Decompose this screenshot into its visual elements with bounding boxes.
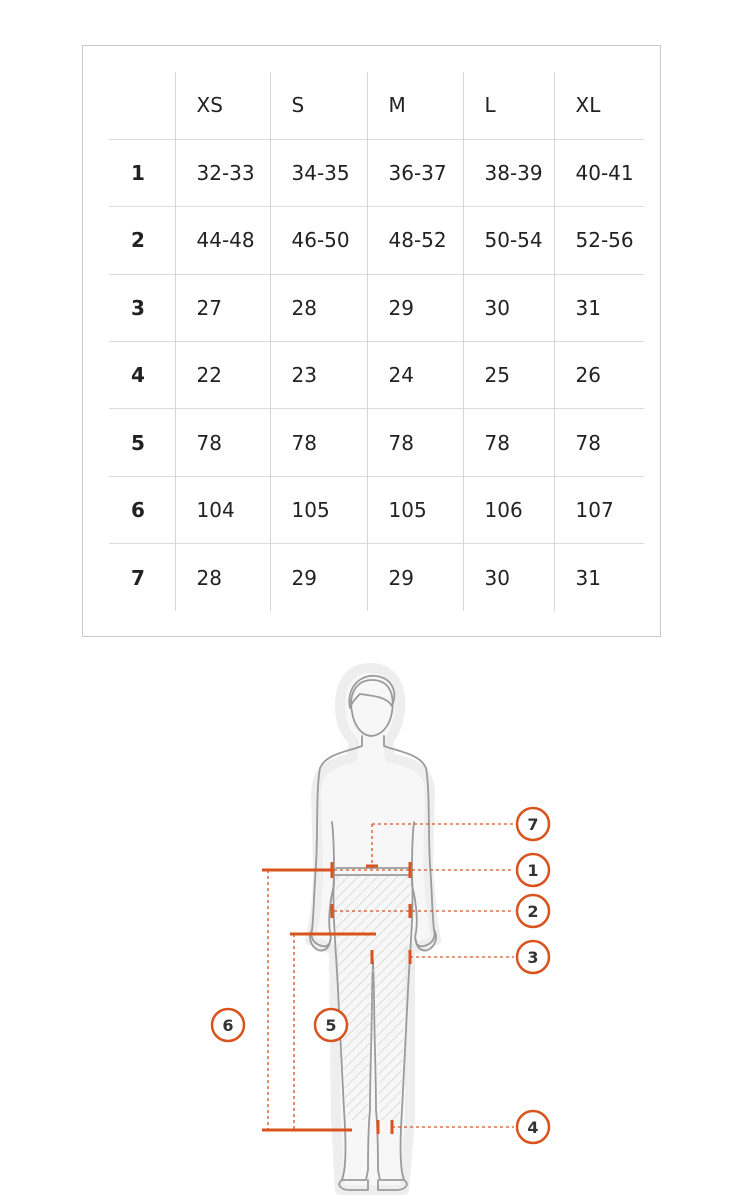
marker-label: 3 [527, 948, 539, 967]
table-cell: 28 [175, 544, 270, 611]
table-cell: 106 [463, 476, 554, 543]
table-cell: 78 [463, 409, 554, 476]
marker-4 [517, 1111, 549, 1143]
table-cell: 104 [175, 476, 270, 543]
size-header: S [270, 72, 367, 139]
measurement-number: 3 [109, 274, 175, 341]
table-cell: 78 [367, 409, 463, 476]
measurement-number: 7 [109, 544, 175, 611]
marker-label: 4 [527, 1118, 539, 1137]
measurement-number: 4 [109, 342, 175, 409]
table-row [109, 342, 644, 409]
table-cell: 105 [367, 476, 463, 543]
table-cell: 78 [554, 409, 644, 476]
measurement-number: 5 [109, 409, 175, 476]
table-cell: 26 [554, 342, 644, 409]
table-cell: 31 [554, 274, 644, 341]
marker-label: 7 [527, 815, 539, 834]
table-cell: 28 [270, 274, 367, 341]
table-cell: 30 [463, 274, 554, 341]
table-cell: 44-48 [175, 207, 270, 274]
table-cell: 105 [270, 476, 367, 543]
table-cell: 36-37 [367, 139, 463, 206]
body-measurement-illustration [0, 650, 743, 1200]
table-row [109, 409, 644, 476]
measurement-number: 6 [109, 476, 175, 543]
table-cell: 46-50 [270, 207, 367, 274]
marker-6 [212, 1009, 244, 1041]
table-cell: 29 [367, 274, 463, 341]
table-cell: 29 [270, 544, 367, 611]
table-cell: 23 [270, 342, 367, 409]
marker-label: 1 [527, 861, 539, 880]
marker-label: 6 [222, 1016, 234, 1035]
table-row [109, 544, 644, 611]
table-cell: 32-33 [175, 139, 270, 206]
table-cell: 107 [554, 476, 644, 543]
table-cell: 52-56 [554, 207, 644, 274]
marker-2 [517, 895, 549, 927]
table-row [109, 476, 644, 543]
table-row [109, 139, 644, 206]
table-cell: 31 [554, 544, 644, 611]
marker-label: 5 [325, 1016, 337, 1035]
size-header: XL [554, 72, 644, 139]
measurement-diagram [0, 650, 743, 1200]
size-header: XS [175, 72, 270, 139]
table-cell: 22 [175, 342, 270, 409]
measurement-number: 1 [109, 139, 175, 206]
size-header: M [367, 72, 463, 139]
table-row [109, 274, 644, 341]
marker-3 [517, 941, 549, 973]
size-chart-panel [82, 45, 661, 637]
corner-cell [109, 72, 175, 139]
table-cell: 50-54 [463, 207, 554, 274]
table-cell: 40-41 [554, 139, 644, 206]
table-cell: 24 [367, 342, 463, 409]
marker-5 [315, 1009, 347, 1041]
table-cell: 38-39 [463, 139, 554, 206]
table-cell: 27 [175, 274, 270, 341]
table-cell: 48-52 [367, 207, 463, 274]
table-row [109, 207, 644, 274]
table-cell: 30 [463, 544, 554, 611]
table-cell: 78 [270, 409, 367, 476]
table-header-row [109, 72, 644, 139]
table-cell: 25 [463, 342, 554, 409]
marker-1 [517, 854, 549, 886]
table-cell: 29 [367, 544, 463, 611]
marker-7 [517, 808, 549, 840]
size-table [109, 72, 644, 611]
size-header: L [463, 72, 554, 139]
marker-label: 2 [527, 902, 539, 921]
table-cell: 34-35 [270, 139, 367, 206]
table-cell: 78 [175, 409, 270, 476]
measurement-number: 2 [109, 207, 175, 274]
